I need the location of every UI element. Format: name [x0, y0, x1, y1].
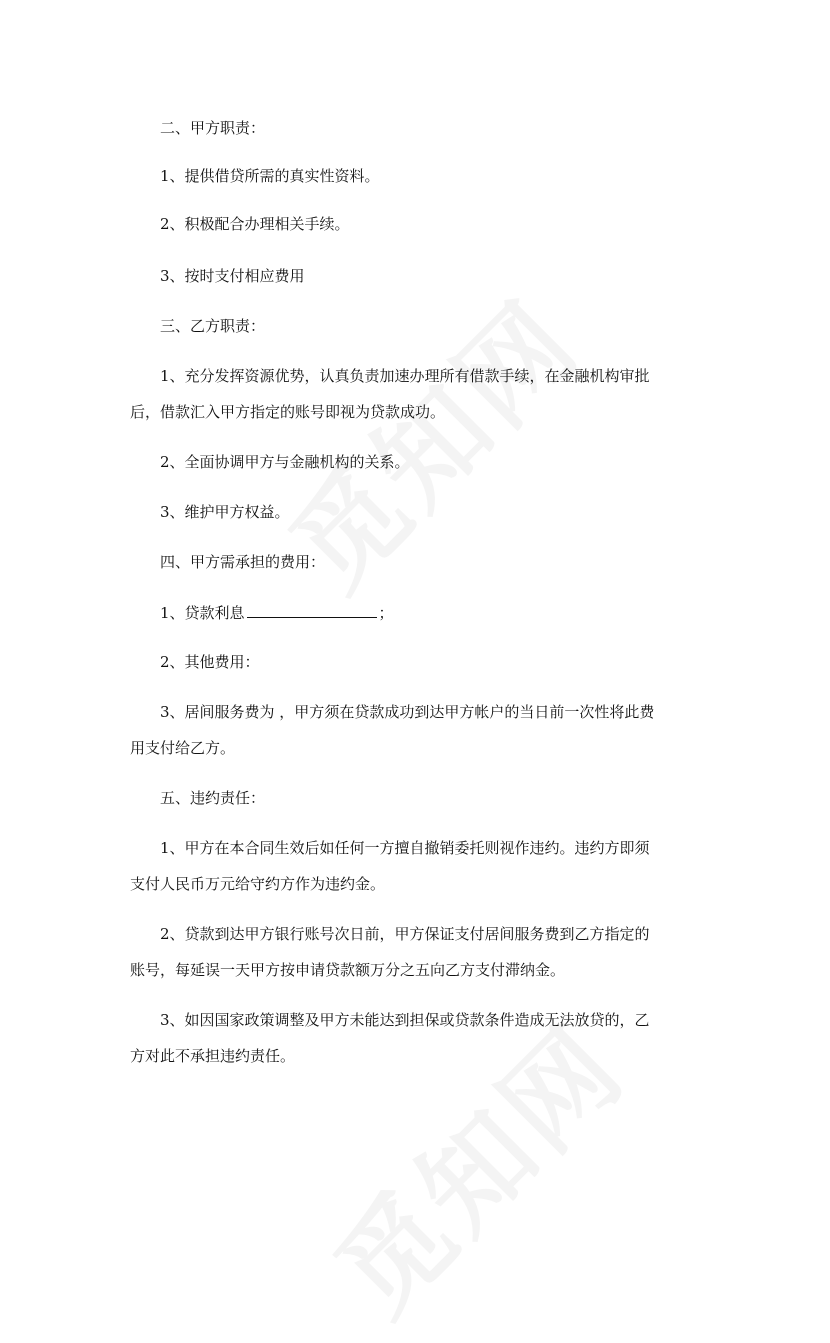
fee-item-1	[160, 603, 394, 623]
party-b-duty-2: 2、全面协调甲方与金融机构的关系。	[160, 453, 410, 471]
breach-item-1-line-2: 支付人民币万元给守约方作为违约金。	[130, 875, 386, 893]
section-heading-party-a-duties: 二、甲方职责：	[160, 119, 266, 137]
fee-item-3-line-2: 用支付给乙方。	[130, 739, 236, 757]
section-heading-party-b-duties: 三、乙方职责：	[160, 317, 266, 335]
breach-item-3-line-1: 3、如因国家政策调整及甲方未能达到担保或贷款条件造成无法放贷的，乙	[160, 1011, 650, 1029]
breach-item-1-line-1: 1、甲方在本合同生效后如任何一方擅自撤销委托则视作违约。违约方即须	[160, 839, 650, 857]
party-b-duty-1-line-1: 1、充分发挥资源优势，认真负责加速办理所有借款手续，在金融机构审批	[160, 367, 650, 385]
fee-item-3-line-1: 3、居间服务费为 ，甲方须在贷款成功到达甲方帐户的当日前一次性将此费	[160, 703, 655, 721]
fee-item-1-suffix: ；	[378, 604, 394, 622]
breach-item-2-line-1: 2、贷款到达甲方银行账号次日前，甲方保证支付居间服务费到乙方指定的	[160, 925, 650, 943]
fee-item-1-label: 1、贷款利息	[160, 604, 245, 622]
party-b-duty-1-line-2: 后，借款汇入甲方指定的账号即视为贷款成功。	[130, 403, 446, 421]
party-b-duty-3: 3、维护甲方权益。	[160, 503, 290, 521]
section-heading-fees: 四、甲方需承担的费用：	[160, 553, 326, 571]
section-heading-breach: 五、违约责任：	[160, 789, 266, 807]
party-a-duty-2: 2、积极配合办理相关手续。	[160, 215, 350, 233]
fee-item-2: 2、其他费用：	[160, 653, 260, 671]
watermark	[295, 985, 653, 1343]
party-a-duty-1: 1、提供借贷所需的真实性资料。	[160, 167, 380, 185]
party-a-duty-3: 3、按时支付相应费用	[160, 267, 305, 285]
breach-item-2-line-2: 账号，每延误一天甲方按申请贷款额万分之五向乙方支付滞纳金。	[130, 961, 566, 979]
breach-item-3-line-2: 方对此不承担违约责任。	[130, 1047, 296, 1065]
loan-interest-blank	[247, 603, 377, 618]
